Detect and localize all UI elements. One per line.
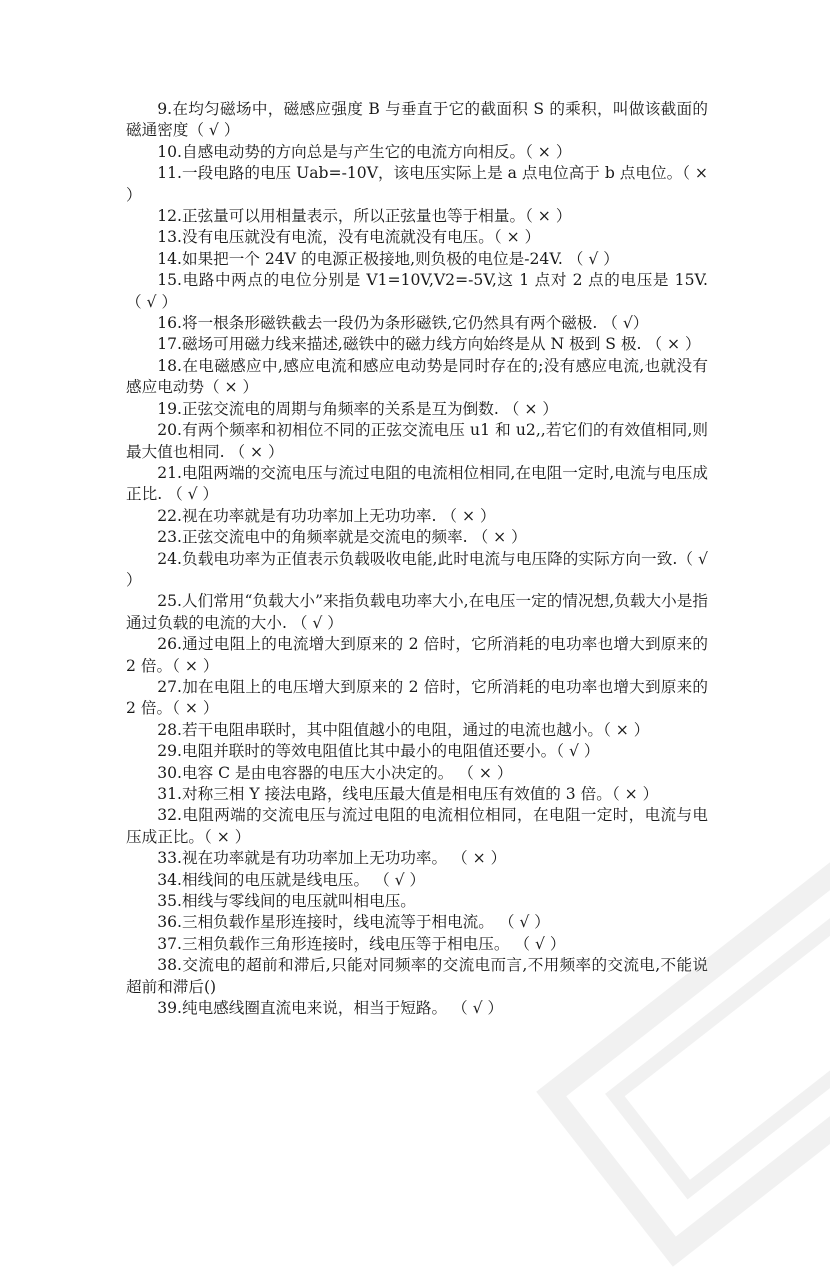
question-item: 34.相线间的电压就是线电压。 （ √ ） (157, 870, 426, 889)
question-item: 18.在电磁感应中,感应电流和感应电动势是同时存在的;没有感应电流,也就没有感应电动势（ × ） (126, 356, 708, 397)
question-item: 38.交流电的超前和滞后,只能对同频率的交流电而言,不用频率的交流电,不能说超前和滞后() (126, 956, 708, 996)
question-item: 16.将一根条形磁铁截去一段仍为条形磁铁,它仍然具有两个磁极. （ √） (157, 314, 649, 333)
question-item: 28.若干电阻串联时，其中阻值越小的电阻，通过的电流也越小。（ × ） (157, 720, 650, 739)
question-item: 9.在均匀磁场中，磁感应强度 B 与垂直于它的截面积 S 的乘积，叫做该截面的磁通密度（ √ ） (126, 100, 708, 140)
question-item: 39.纯电感线圈直流电来说，相当于短路。 （ √ ） (157, 999, 504, 1018)
question-item: 33.视在功率就是有功功率加上无功功率。 （ × ） (157, 849, 507, 868)
question-item: 21.电阻两端的交流电压与流过电阻的电流相位相同,在电阻一定时,电流与电压成正比. （ √ ） (126, 463, 708, 504)
question-item: 12.正弦量可以用相量表示，所以正弦量也等于相量。（ × ） (157, 207, 572, 226)
question-item: 22.视在功率就是有功功率加上无功功率. （ × ） (157, 506, 496, 525)
question-item: 31.对称三相 Y 接法电路，线电压最大值是相电压有效值的 3 倍。（ × ） (157, 785, 659, 803)
question-item: 11.一段电路的电压 Uab=-10V，该电压实际上是 a 点电位高于 b 点电位。（ × ） (126, 164, 708, 204)
question-item: 10.自感电动势的方向总是与产生它的电流方向相反。（ × ） (157, 142, 572, 161)
question-item: 24.负载电功率为正值表示负载吸收电能,此时电流与电压降的实际方向一致.（ √ ） (126, 549, 708, 589)
question-item: 17.磁场可用磁力线来描述,磁铁中的磁力线方向始终是从 N 极到 S 极. （ × ） (157, 335, 701, 354)
question-item: 35.相线与零线间的电压就叫相电压。 (157, 892, 416, 911)
document-body (126, 99, 708, 1019)
question-item: 36.三相负载作星形连接时，线电流等于相电流。 （ √ ） (157, 913, 550, 932)
question-item: 15.电路中两点的电位分别是 V1=10V,V2=-5V,这 1 点对 2 点的电压是 15V. （ √ ） (126, 271, 708, 311)
question-item: 27.加在电阻上的电压增大到原来的 2 倍时，它所消耗的电功率也增大到原来的 2 倍。（ × ） (126, 677, 708, 718)
question-item: 26.通过电阻上的电流增大到原来的 2 倍时，它所消耗的电功率也增大到原来的 2 倍。（ × ） (126, 635, 708, 675)
question-item: 25.人们常用“负载大小”来指负载电功率大小,在电压一定的情况想,负载大小是指通过负载的电流的大小. （ √ ） (126, 592, 708, 632)
question-item: 37.三相负载作三角形连接时，线电压等于相电压。 （ √ ） (157, 934, 566, 953)
question-item: 19.正弦交流电的周期与角频率的关系是互为倒数. （ × ） (157, 399, 558, 418)
question-item: 23.正弦交流电中的角频率就是交流电的频率. （ × ） (157, 528, 527, 547)
question-item: 30.电容 C 是由电容器的电压大小决定的。 （ × ） (157, 763, 513, 782)
question-item: 29.电阻并联时的等效电阻值比其中最小的电阻值还要小。（ √ ） (157, 742, 600, 761)
question-item: 20.有两个频率和初相位不同的正弦交流电压 u1 和 u2,,若它们的有效值相同,则最大值也相同. （ × ） (126, 421, 708, 461)
question-item: 13.没有电压就没有电流，没有电流就没有电压。（ × ） (157, 228, 541, 247)
question-item: 14.如果把一个 24V 的电源正极接地,则负极的电位是-24V. （ √ ） (157, 249, 619, 268)
question-item: 32.电阻两端的交流电压与流过电阻的电流相位相同，在电阻一定时，电流与电压成正比。（ × ） (126, 806, 708, 846)
